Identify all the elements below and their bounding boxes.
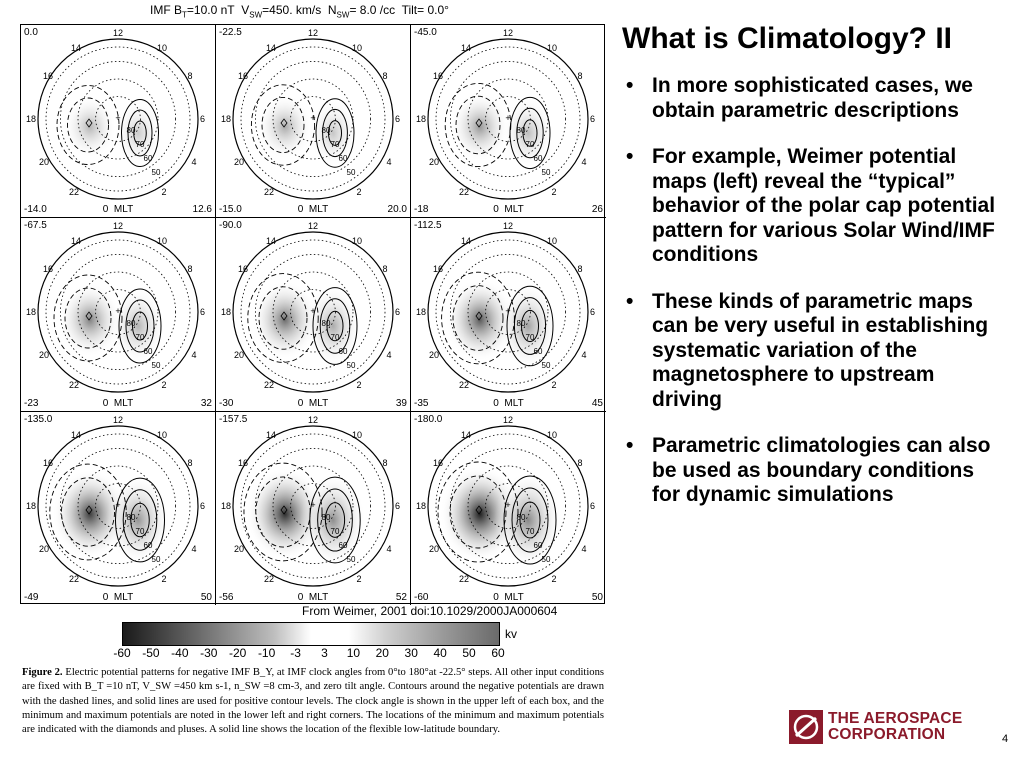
bullet-list [622,74,1002,530]
svg-text:10: 10 [546,429,558,440]
svg-text:14: 14 [460,43,472,53]
potential-map-panel [216,25,411,218]
colorbar-tick-label: -50 [142,646,160,660]
svg-text:16: 16 [432,71,444,81]
bullet-item [622,74,1002,123]
svg-text:18: 18 [415,307,426,318]
svg-text:4: 4 [581,350,587,361]
svg-text:60: 60 [338,154,348,163]
potential-map-panel [411,218,606,411]
caption-text: Electric potential patterns for negative IMF B_Y, at IMF clock angles from 0°to 180°at -22.5° steps. All other input conditions are fixed with B_T =10 nT, V_SW =450 km s-1, n_SW =8 cm-3, and zero tilt angle. Contours around the negative potentials are drawn with the dashed lines, and solid lines are used for positive contour levels. The clock angle is shown in the upper left of each box, and the minimum and maximum potentials are noted in the lower left and right corners. The locations of the minimum and maximum potentials are indicated with the diamonds and pluses. A solid line shows the location of the flexible low-latitude boundary. [22,667,604,736]
potential-map-panel [21,25,216,218]
svg-text:70: 70 [525,333,535,343]
bullet-item [622,290,1002,413]
bullet-glyph: • [626,145,634,168]
potential-map-panel [21,412,216,605]
polar-map-diagram [21,412,216,605]
svg-text:14: 14 [265,429,277,440]
colorbar-tick-label: -10 [257,646,276,660]
min-potential-label: -49 [24,591,39,603]
max-potential-label: 39 [395,397,407,409]
logo-line1: THE AEROSPACE [828,710,963,727]
svg-text:10: 10 [351,236,363,247]
max-potential-label: 26 [591,204,603,216]
svg-text:70: 70 [330,140,340,149]
max-potential-label: 32 [200,397,212,409]
svg-text:20: 20 [428,543,440,554]
svg-text:10: 10 [156,429,168,440]
svg-text:8: 8 [577,457,583,468]
svg-text:8: 8 [187,264,193,275]
bullet-text: These kinds of parametric maps can be very useful in establishing systematic variation of the magnetosphere to upstream driving [652,289,989,411]
svg-text:10: 10 [156,43,168,53]
svg-text:80: 80 [516,512,526,522]
svg-text:14: 14 [70,43,82,53]
svg-text:22: 22 [263,380,275,391]
svg-text:22: 22 [68,187,80,197]
svg-text:6: 6 [395,307,401,318]
svg-text:6: 6 [590,500,596,511]
svg-text:8: 8 [382,71,388,81]
svg-text:6: 6 [200,307,206,318]
colorbar-tick-label: 30 [404,646,418,660]
clock-angle-label: -22.5 [219,27,242,38]
svg-text:18: 18 [25,114,36,124]
svg-text:18: 18 [415,114,426,124]
svg-text:+: + [505,113,511,123]
svg-text:+: + [310,113,316,123]
min-potential-label: -35 [414,397,429,409]
svg-text:6: 6 [200,500,206,511]
clock-angle-label: -90.0 [219,220,242,232]
svg-text:20: 20 [233,157,245,167]
svg-text:80: 80 [321,126,331,135]
colorbar-unit: kv [505,627,517,641]
svg-text:14: 14 [70,429,82,440]
svg-text:20: 20 [428,350,440,361]
logo-line2: CORPORATION [828,726,946,743]
mlt-label: 0 MLT [102,591,134,603]
svg-text:22: 22 [458,380,470,391]
svg-text:+: + [505,499,511,510]
svg-text:20: 20 [38,350,50,361]
svg-text:2: 2 [551,573,557,584]
polar-map-diagram [411,25,606,218]
svg-text:80: 80 [126,319,136,329]
svg-text:2: 2 [161,187,167,197]
svg-text:16: 16 [42,264,54,275]
svg-text:80: 80 [321,512,331,522]
svg-text:8: 8 [187,71,193,81]
svg-text:16: 16 [237,457,249,468]
figure-source: From Weimer, 2001 doi:10.1029/2000JA000604 [302,604,558,618]
svg-text:50: 50 [541,168,551,177]
min-potential-label: -56 [219,591,234,603]
svg-text:22: 22 [68,573,80,584]
svg-text:70: 70 [330,526,340,536]
colorbar-tick-label: -60 [113,646,131,660]
svg-text:60: 60 [143,540,153,550]
svg-text:80: 80 [321,319,331,329]
svg-text:22: 22 [263,573,275,584]
svg-text:2: 2 [356,187,362,197]
page-number: 4 [1002,733,1009,745]
svg-text:6: 6 [590,307,596,318]
potential-map-panel [216,218,411,411]
svg-text:14: 14 [70,236,82,247]
clock-angle-label: -112.5 [414,220,442,232]
svg-text:10: 10 [351,43,363,53]
polar-map-diagram [21,25,216,218]
caption-label: Figure 2. [22,667,63,678]
svg-text:60: 60 [143,347,153,357]
svg-text:+: + [310,499,316,510]
svg-text:8: 8 [577,71,583,81]
colorbar-tick-label: 20 [375,646,389,660]
min-potential-label: -18 [414,204,429,216]
svg-text:18: 18 [220,307,231,318]
figure-header: IMF $B_T=10.0$ nT $V_{SW}=450$. km/s $N_{SW}= 8.0$ /cc Tilt= 0.0° [150,3,449,20]
max-potential-label: 20.0 [387,204,407,216]
svg-text:8: 8 [382,264,388,275]
aerospace-logo [788,709,978,745]
svg-text:20: 20 [233,350,245,361]
polar-map-diagram [216,218,411,411]
svg-text:80: 80 [126,126,136,135]
colorbar-tick-label: -20 [229,646,247,660]
min-potential-label: -30 [219,397,234,409]
clock-angle-label: -45.0 [414,27,437,38]
svg-text:20: 20 [428,157,440,167]
min-potential-label: -15.0 [219,204,242,216]
clock-angle-label: 0.0 [24,27,38,38]
svg-text:6: 6 [200,114,206,124]
mlt-label: 0 MLT [297,397,329,409]
colorbar-tick-label: -3 [290,646,301,660]
svg-text:16: 16 [237,71,249,81]
bullet-text: Parametric climatologies can also be used as boundary conditions for dynamic simulations [652,434,991,506]
max-potential-label: 50 [591,591,603,603]
svg-text:+: + [505,306,511,317]
colorbar-tick-label: 60 [491,646,505,660]
svg-text:10: 10 [546,43,558,53]
svg-text:14: 14 [460,236,472,247]
svg-text:+: + [310,306,316,317]
polar-map-diagram [216,25,411,218]
svg-text:80: 80 [516,319,526,329]
colorbar-tick-label: 40 [433,646,447,660]
svg-text:22: 22 [458,573,470,584]
bullet-item [622,145,1002,268]
svg-text:12: 12 [307,414,319,425]
svg-text:20: 20 [38,543,50,554]
svg-text:60: 60 [533,347,543,357]
svg-text:16: 16 [432,457,444,468]
svg-text:12: 12 [112,221,124,232]
svg-text:4: 4 [386,350,392,361]
svg-text:50: 50 [541,361,551,371]
svg-text:12: 12 [112,28,124,38]
svg-text:70: 70 [525,526,535,536]
svg-text:2: 2 [356,380,362,391]
svg-text:50: 50 [346,554,356,564]
colorbar-tick-label: 50 [462,646,476,660]
svg-text:12: 12 [502,414,514,425]
colorbar [122,622,500,646]
svg-text:22: 22 [458,187,470,197]
svg-text:4: 4 [191,543,197,554]
svg-text:60: 60 [338,540,348,550]
svg-text:18: 18 [25,307,36,318]
svg-text:70: 70 [135,526,145,536]
svg-text:22: 22 [263,187,275,197]
min-potential-label: -60 [414,591,429,603]
svg-text:2: 2 [551,380,557,391]
svg-text:60: 60 [143,154,153,163]
svg-text:6: 6 [395,114,401,124]
svg-text:12: 12 [502,28,514,38]
mlt-label: 0 MLT [102,204,134,216]
bullet-glyph: • [626,74,634,97]
max-potential-label: 52 [395,591,407,603]
svg-text:+: + [115,306,121,317]
polar-map-diagram [411,218,606,411]
svg-text:4: 4 [191,157,197,167]
mlt-label: 0 MLT [297,204,329,216]
clock-angle-label: -67.5 [24,220,47,232]
colorbar-tick-label: 3 [321,646,328,660]
svg-text:70: 70 [135,140,145,149]
svg-text:14: 14 [265,236,277,247]
svg-text:50: 50 [151,361,161,371]
svg-text:4: 4 [386,157,392,167]
bullet-glyph: • [626,434,634,457]
svg-text:6: 6 [395,500,401,511]
bullet-text: For example, Weimer potential maps (left) reveal the “typical” behavior of the polar cap potential pattern for various Solar Wind/IMF conditions [652,145,996,266]
svg-text:50: 50 [346,361,356,371]
clock-angle-label: -180.0 [414,413,443,425]
svg-text:4: 4 [581,543,587,554]
min-potential-label: -23 [24,397,39,409]
svg-text:16: 16 [42,457,54,468]
polar-map-diagram [216,412,411,605]
svg-text:70: 70 [525,140,535,149]
mlt-label: 0 MLT [493,591,524,603]
bullet-glyph: • [626,289,634,313]
svg-text:22: 22 [68,380,80,391]
svg-text:10: 10 [351,429,363,440]
min-potential-label: -14.0 [24,204,47,216]
colorbar-ticks [112,646,512,660]
polar-map-diagram [411,412,606,605]
svg-text:60: 60 [533,540,543,550]
svg-text:14: 14 [265,43,277,53]
svg-text:16: 16 [432,264,444,275]
svg-text:12: 12 [307,28,319,38]
polar-map-diagram [21,218,216,411]
colorbar-tick-label: -40 [171,646,189,660]
svg-text:80: 80 [126,512,136,522]
clock-angle-label: -135.0 [24,413,53,425]
max-potential-label: 45 [591,397,603,409]
svg-text:6: 6 [590,114,596,124]
svg-text:2: 2 [356,573,362,584]
svg-text:60: 60 [533,154,543,163]
svg-text:70: 70 [330,333,340,343]
max-potential-label: 50 [200,591,212,603]
mlt-label: 0 MLT [493,204,524,216]
clock-angle-label: -157.5 [219,413,248,425]
slide-title: What is Climatology? II [622,22,953,55]
aerospace-logo-icon [788,709,824,745]
svg-text:16: 16 [42,71,54,81]
svg-text:18: 18 [25,500,36,511]
svg-text:50: 50 [151,168,161,177]
svg-text:2: 2 [161,380,167,391]
potential-map-panel [411,412,606,605]
colorbar-tick-label: -30 [200,646,218,660]
svg-text:50: 50 [151,554,161,564]
svg-text:50: 50 [346,168,356,177]
svg-text:8: 8 [187,457,193,468]
svg-text:8: 8 [382,457,388,468]
colorbar-tick-label: 10 [346,646,361,660]
svg-text:+: + [115,499,121,510]
svg-text:18: 18 [220,500,231,511]
bullet-item [622,434,1002,508]
svg-text:+: + [115,113,121,123]
svg-text:12: 12 [112,414,124,425]
svg-text:4: 4 [191,350,197,361]
svg-text:4: 4 [581,157,587,167]
svg-text:20: 20 [38,157,50,167]
svg-text:12: 12 [502,221,514,232]
figure-caption [22,666,604,737]
mlt-label: 0 MLT [493,397,524,409]
svg-text:16: 16 [237,264,249,275]
mlt-label: 0 MLT [297,591,329,603]
svg-text:10: 10 [546,236,558,247]
svg-text:60: 60 [338,347,348,357]
potential-map-grid [20,24,605,604]
svg-text:4: 4 [386,543,392,554]
svg-text:70: 70 [135,333,145,343]
svg-text:18: 18 [415,500,426,511]
svg-text:50: 50 [541,554,551,564]
svg-text:10: 10 [156,236,168,247]
max-potential-label: 12.6 [192,204,212,216]
svg-text:20: 20 [233,543,245,554]
svg-text:2: 2 [551,187,557,197]
svg-text:12: 12 [307,221,319,232]
svg-text:8: 8 [577,264,583,275]
potential-map-panel [411,25,606,218]
svg-text:14: 14 [460,429,472,440]
svg-text:18: 18 [220,114,231,124]
bullet-text: In more sophisticated cases, we obtain parametric descriptions [652,74,973,122]
svg-text:2: 2 [161,573,167,584]
mlt-label: 0 MLT [102,397,134,409]
svg-text:80: 80 [516,126,526,135]
potential-map-panel [21,218,216,411]
potential-map-panel [216,412,411,605]
